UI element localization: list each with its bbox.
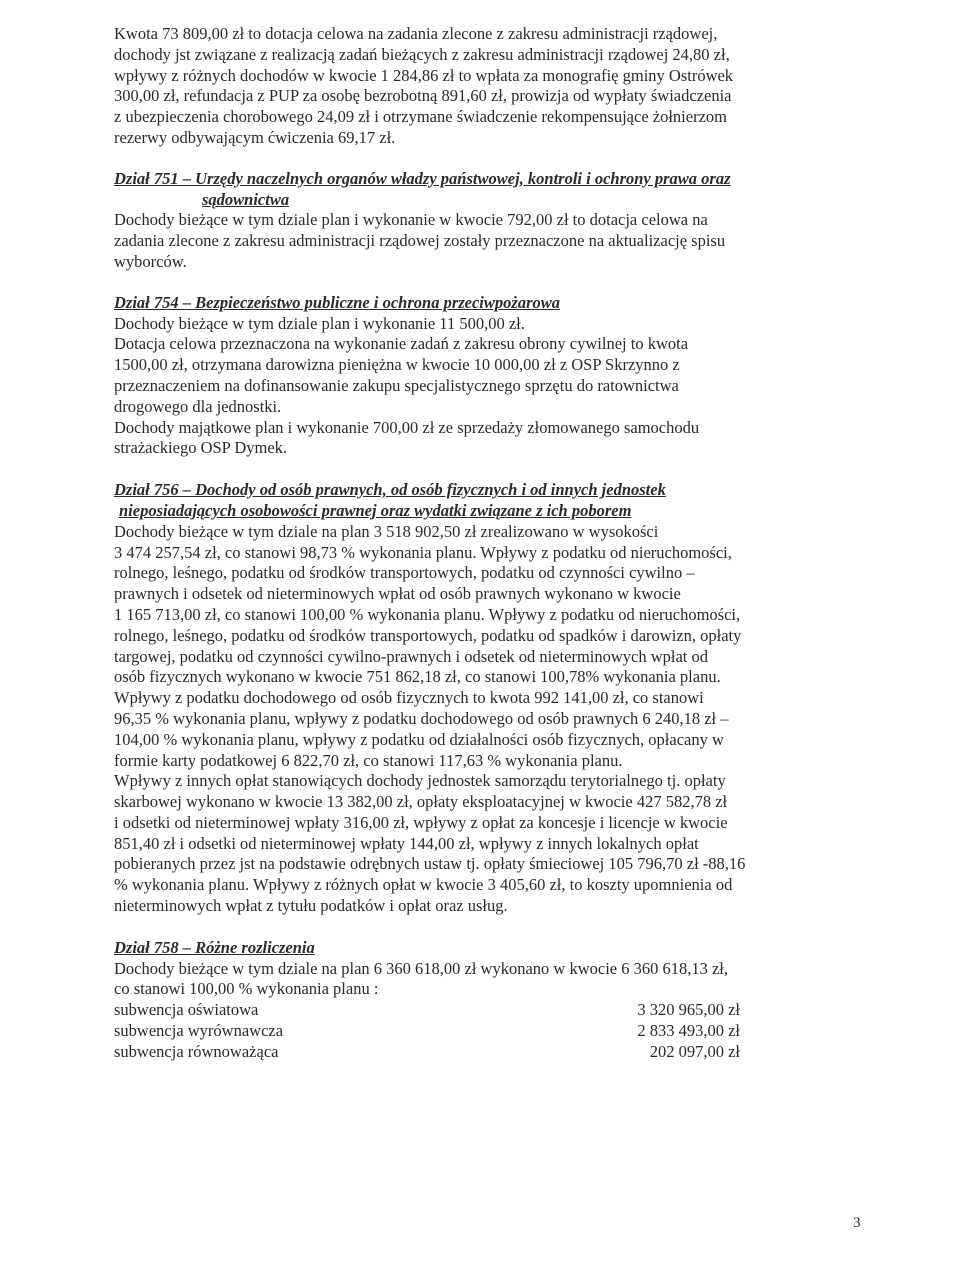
subvention-row: [114, 1042, 854, 1063]
text-line: strażackiego OSP Dymek.: [114, 438, 288, 458]
text-line: 1 165 713,00 zł, co stanowi 100,00 % wykonania planu. Wpływy z podatku od nieruchomości,: [114, 604, 741, 624]
subvention-row: [114, 1021, 854, 1042]
subvention-row: [114, 1000, 854, 1021]
text-line: 1500,00 zł, otrzymana darowizna pieniężna w kwocie 10 000,00 zł z OSP Skrzynno z: [114, 355, 680, 375]
spacer: [114, 917, 854, 938]
subvention-name: subwencja wyrównawcza: [114, 1021, 284, 1041]
heading-line: sądownictwa: [202, 189, 290, 209]
text-line: 104,00 % wykonania planu, wpływy z podatku od działalności osób fizycznych, opłacany w: [114, 729, 724, 749]
text-line: skarbowej wykonano w kwocie 13 382,00 zł, opłaty eksploatacyjnej w kwocie 427 582,78 zł: [114, 792, 728, 812]
section-body-754: [114, 314, 854, 460]
text-line: wpływy z różnych dochodów w kwocie 1 284,86 zł to wpłata za monografię gminy Ostrówek: [114, 65, 734, 85]
text-line: Dochody majątkowe plan i wykonanie 700,00 zł ze sprzedaży złomowanego samochodu: [114, 417, 700, 437]
subvention-amount: 3 320 965,00 zł: [637, 1000, 740, 1020]
text-line: formie karty podatkowej 6 822,70 zł, co stanowi 117,63 % wykonania planu.: [114, 750, 623, 770]
text-line: pobieranych przez jst na podstawie odrębnych ustaw tj. opłaty śmieciowej 105 796,70 zł -88,16: [114, 854, 746, 874]
intro-paragraph: [114, 24, 854, 149]
section-heading-754: [114, 293, 854, 314]
page-content: [114, 24, 854, 1063]
section-heading-751: [114, 169, 854, 211]
subvention-name: subwencja oświatowa: [114, 1000, 259, 1020]
text-line: Wpływy z innych opłat stanowiących dochody jednostek samorządu terytorialnego tj. opłaty: [114, 771, 726, 791]
heading-line: nieposiadających osobowości prawnej oraz wydatki związane z ich poborem: [119, 500, 632, 520]
text-line: targowej, podatku od czynności cywilno-prawnych i odsetek od nieterminowych wpłat od: [114, 646, 709, 666]
heading-line: Dział 758 – Różne rozliczenia: [114, 937, 315, 957]
text-line: co stanowi 100,00 % wykonania planu :: [114, 979, 379, 999]
text-line: Dochody bieżące w tym dziale na plan 6 360 618,00 zł wykonano w kwocie 6 360 618,13 zł,: [114, 958, 729, 978]
subvention-amount: 2 833 493,00 zł: [637, 1021, 740, 1041]
text-line: zadania zlecone z zakresu administracji rządowej zostały przeznaczone na aktualizację spisu: [114, 231, 726, 251]
text-line: Dotacja celowa przeznaczona na wykonanie zadań z zakresu obrony cywilnej to kwota: [114, 334, 689, 354]
spacer: [114, 273, 854, 293]
text-line: Dochody bieżące w tym dziale na plan 3 518 902,50 zł zrealizowano w wysokości: [114, 521, 659, 541]
section-body-756: [114, 522, 854, 917]
text-line: 3 474 257,54 zł, co stanowi 98,73 % wykonania planu. Wpływy z podatku od nieruchomości,: [114, 542, 732, 562]
text-line: drogowego dla jednostki.: [114, 396, 282, 416]
spacer: [114, 459, 854, 480]
text-line: Dochody bieżące w tym dziale plan i wykonanie w kwocie 792,00 zł to dotacja celowa na: [114, 210, 708, 230]
section-body-751: [114, 210, 854, 272]
subvention-amount: 202 097,00 zł: [649, 1041, 740, 1061]
subvention-list: [114, 1000, 854, 1062]
text-line: wyborców.: [114, 251, 187, 271]
text-line: 96,35 % wykonania planu, wpływy z podatku dochodowego od osób prawnych 6 240,18 zł –: [114, 708, 729, 728]
text-line: rolnego, leśnego, podatku od środków transportowych, podatku od czynności cywilno –: [114, 563, 695, 583]
section-heading-756: [114, 480, 854, 522]
text-line: 851,40 zł i odsetki od nieterminowej wpłaty 144,00 zł, wpływy z innych lokalnych opłat: [114, 833, 699, 853]
heading-line: Dział 754 – Bezpieczeństwo publiczne i ochrona przeciwpożarowa: [114, 292, 560, 312]
text-line: z ubezpieczenia chorobowego 24,09 zł i otrzymane świadczenie rekompensujące żołnierzom: [114, 107, 727, 127]
text-line: osób fizycznych wykonano w kwocie 751 862,18 zł, co stanowi 100,78% wykonania planu.: [114, 667, 721, 687]
text-line: dochody jst związane z realizacją zadań bieżących z zakresu administracji rządowej 24,80 zł,: [114, 44, 730, 64]
text-line: Dochody bieżące w tym dziale plan i wykonanie 11 500,00 zł.: [114, 313, 525, 333]
heading-line: Dział 756 – Dochody od osób prawnych, od osób fizycznych i od innych jednostek: [114, 480, 666, 500]
text-line: % wykonania planu. Wpływy z różnych opłat w kwocie 3 405,60 zł, to koszty upomnienia od: [114, 875, 733, 895]
text-line: rolnego, leśnego, podatku od środków transportowych, podatku od spadków i darowizn, opłaty: [114, 625, 742, 645]
text-line: 300,00 zł, refundacja z PUP za osobę bezrobotną 891,60 zł, prowizja od wypłaty świadczenia: [114, 86, 732, 106]
spacer: [114, 149, 854, 169]
text-line: prawnych i odsetek od nieterminowych wpłat od osób prawnych wykonano w kwocie: [114, 584, 681, 604]
subvention-name: subwencja równoważąca: [114, 1041, 279, 1061]
text-line: i odsetki od nieterminowej wpłaty 316,00 zł, wpływy z opłat za koncesje i licencje w kwocie: [114, 812, 728, 832]
section-body-758: [114, 959, 854, 1001]
text-line: Wpływy z podatku dochodowego od osób fizycznych to kwota 992 141,00 zł, co stanowi: [114, 688, 704, 708]
page-number: 3: [853, 1215, 861, 1231]
text-line: przeznaczeniem na dofinansowanie zakupu specjalistycznego sprzętu do ratownictwa: [114, 375, 679, 395]
heading-line: Dział 751 – Urzędy naczelnych organów władzy państwowej, kontroli i ochrony prawa oraz: [114, 168, 731, 188]
text-line: nieterminowych wpłat z tytułu podatków i opłat oraz usług.: [114, 896, 508, 916]
text-line: Kwota 73 809,00 zł to dotacja celowa na zadania zlecone z zakresu administracji rządowej,: [114, 24, 718, 43]
section-heading-758: [114, 938, 854, 959]
text-line: rezerwy odbywającym ćwiczenia 69,17 zł.: [114, 127, 396, 147]
